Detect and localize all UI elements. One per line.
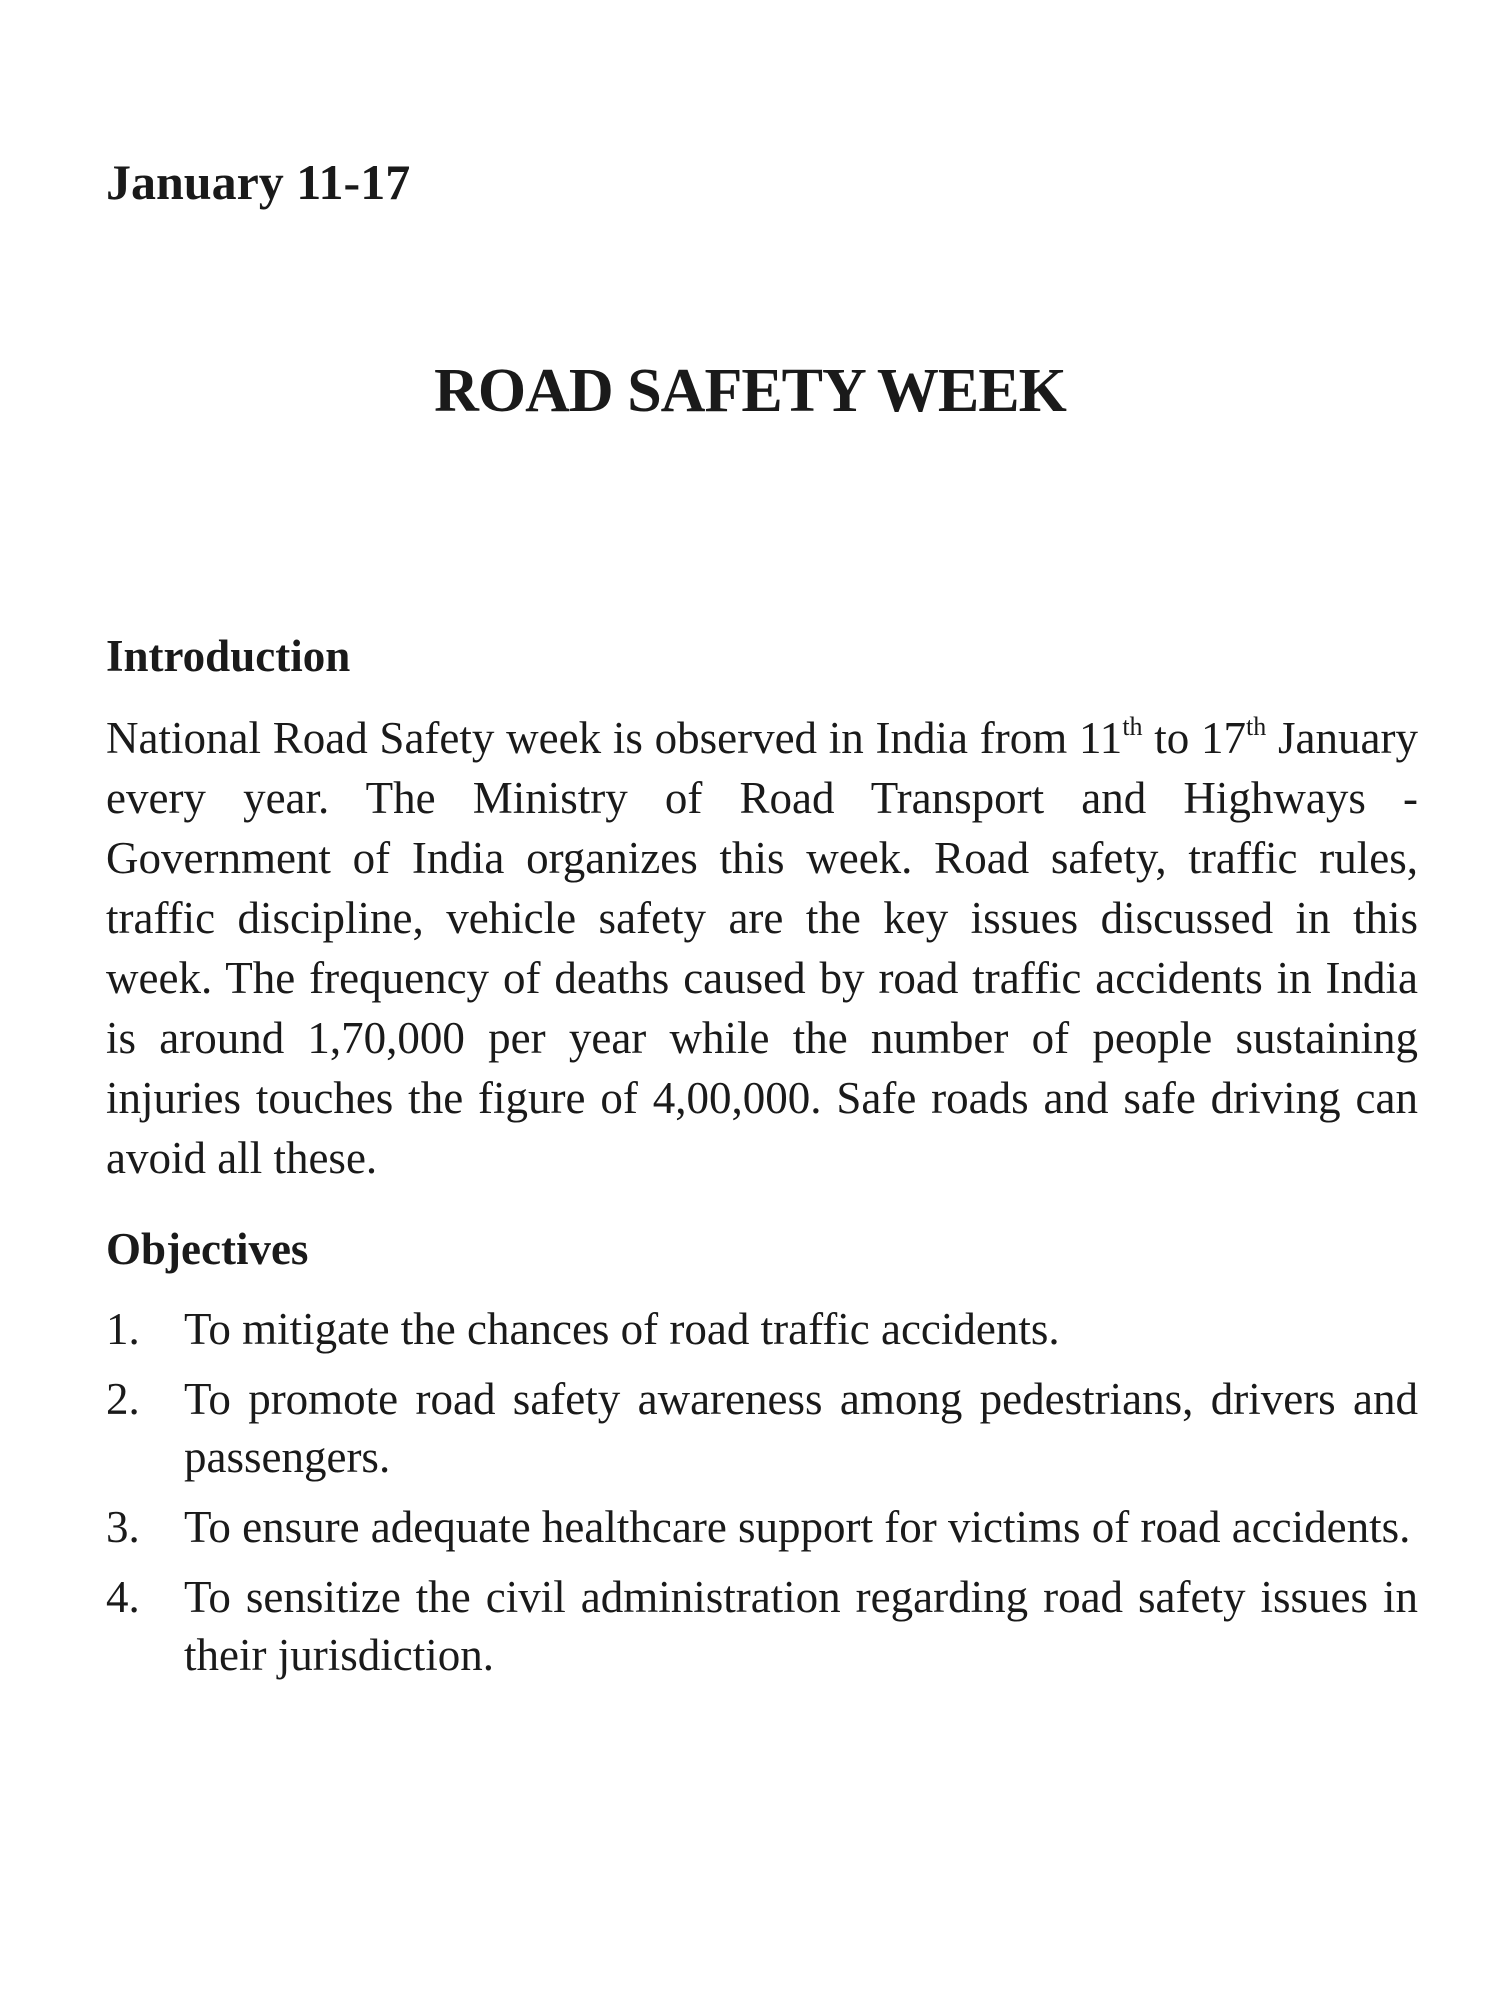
intro-text-part1: National Road Safety week is observed in India from 11 xyxy=(106,713,1123,763)
introduction-paragraph xyxy=(106,708,1418,1188)
objective-number: 1. xyxy=(106,1304,140,1354)
intro-text-part2: to 17 xyxy=(1142,713,1247,763)
objectives-list xyxy=(106,1300,1418,1696)
intro-text-part3: January every year. The Ministry of Road Transport and Highways - Government of India organizes this week. Road safety, traffic rules, traffic discipline, vehicle safety are the key issues discussed in this week. The frequency of deaths caused by road traffic accidents in India is around 1,70,000 per year while the number of people sustaining injuries touches the figure of 4,00,000. Safe roads and safe driving can avoid all these. xyxy=(106,713,1418,1183)
objective-item xyxy=(106,1300,1418,1358)
intro-sup-1: th xyxy=(1122,712,1143,741)
introduction-heading: Introduction xyxy=(106,631,351,681)
objectives-heading: Objectives xyxy=(106,1224,309,1274)
objective-item xyxy=(106,1568,1418,1684)
objective-number: 4. xyxy=(106,1572,140,1622)
objective-item xyxy=(106,1370,1418,1486)
objective-text: To sensitize the civil administration regarding road safety issues in their jurisdiction. xyxy=(184,1572,1418,1680)
objective-item xyxy=(106,1498,1418,1556)
intro-sup-2: th xyxy=(1246,712,1267,741)
date-heading: January 11-17 xyxy=(106,154,411,210)
objective-text: To promote road safety awareness among pedestrians, drivers and passengers. xyxy=(184,1374,1418,1482)
objective-number: 2. xyxy=(106,1374,140,1424)
page-title: ROAD SAFETY WEEK xyxy=(434,357,1066,425)
objective-number: 3. xyxy=(106,1502,140,1552)
objective-text: To mitigate the chances of road traffic accidents. xyxy=(184,1304,1060,1354)
objective-text: To ensure adequate healthcare support for victims of road accidents. xyxy=(184,1502,1411,1552)
